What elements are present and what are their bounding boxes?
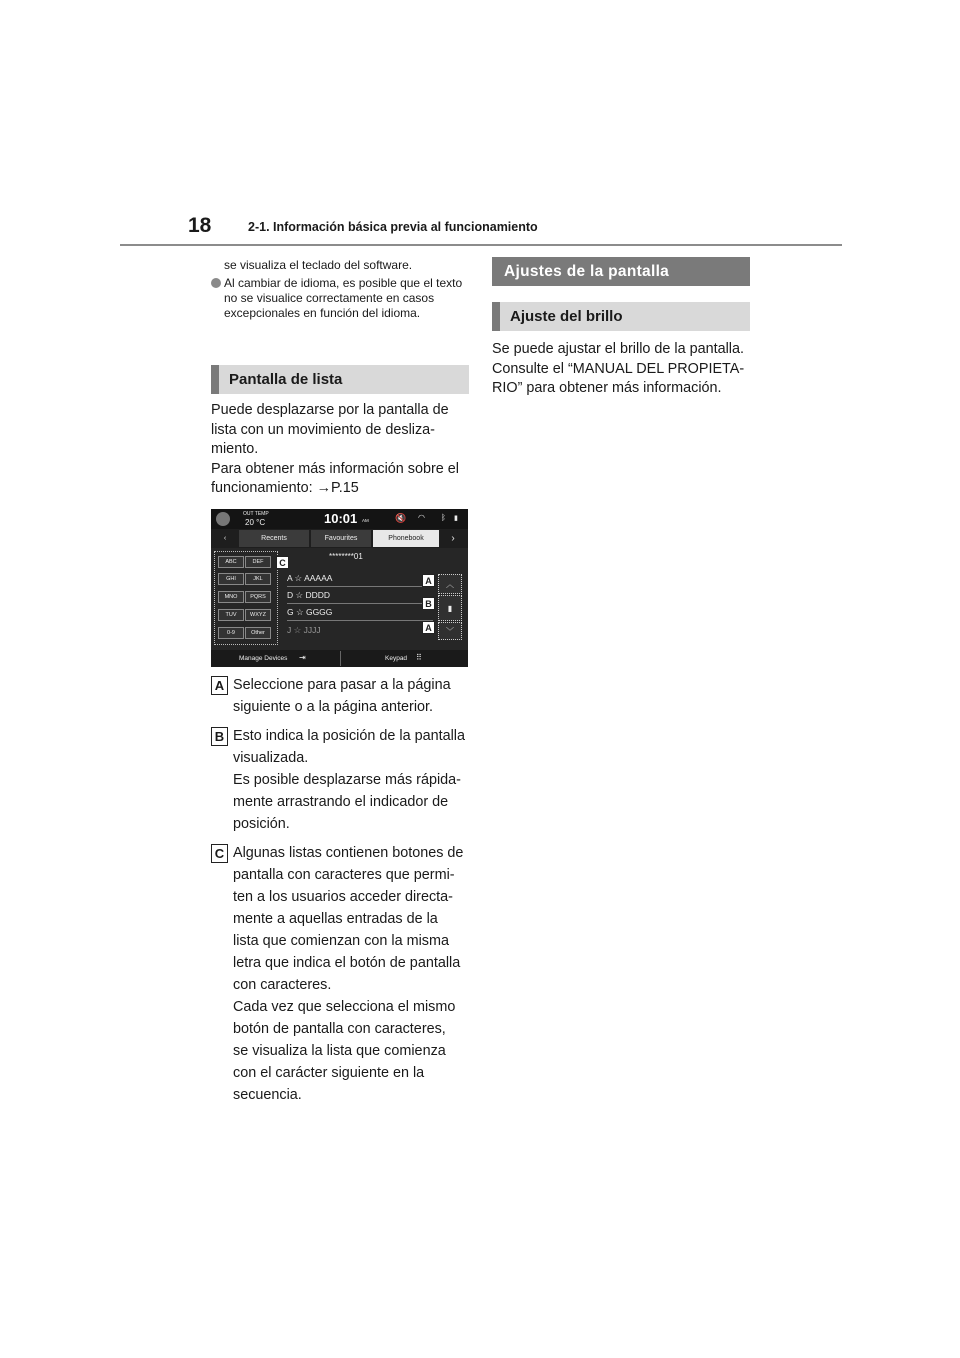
section-heading-label: Pantalla de lista	[229, 371, 343, 388]
section-heading-pantalla-de-lista	[211, 365, 469, 394]
back-button[interactable]: ‹	[223, 535, 227, 542]
intro-line: Para obtener más información sobre el	[211, 460, 459, 477]
page-up-button[interactable]: ︿	[438, 574, 462, 594]
keypad-button[interactable]: Keypad	[385, 655, 408, 662]
item-line: mente arrastrando el indicador de	[233, 794, 449, 810]
item-line: Es posible desplazarse más rápida-	[233, 772, 461, 788]
item-line: botón de pantalla con caracteres,	[233, 1021, 446, 1037]
tab-favourites[interactable]: Favourites	[311, 530, 371, 547]
item-line: Seleccione para pasar a la página	[233, 677, 451, 693]
item-line: mente a aquellas entradas de la	[233, 911, 438, 927]
list-entry[interactable]: A ☆ AAAAA	[287, 573, 333, 583]
item-line: letra que indica el botón de pantalla	[233, 955, 461, 971]
page-down-button[interactable]: ﹀	[438, 622, 462, 640]
list-divider	[287, 620, 433, 621]
callout-a-top: A	[422, 574, 435, 587]
body-line: Consulte el “MANUAL DEL PROPIETA-	[492, 360, 745, 377]
label-a: A	[211, 676, 228, 695]
list-entry[interactable]: J ☆ JJJJ	[287, 625, 321, 635]
callout-c: C	[276, 556, 289, 569]
label-c: C	[211, 844, 228, 863]
item-line: ten a los usuarios acceder directa-	[233, 889, 453, 905]
subsection-heading-ajuste-del-brillo	[492, 302, 750, 331]
item-line: lista que comienzan con la misma	[233, 933, 449, 949]
mute-icon: 🔇	[395, 513, 407, 523]
bottom-divider	[340, 651, 341, 666]
scroll-position-indicator[interactable]: ▮	[438, 595, 462, 621]
body-line: RIO” para obtener más información.	[492, 380, 722, 396]
key-tuv[interactable]: TUV	[218, 609, 244, 621]
keypad-icon: ⠿	[416, 653, 422, 662]
intro-line: lista con un movimiento de desliza-	[211, 421, 435, 438]
signal-icon: ▮	[454, 515, 458, 522]
out-temp-label: OUT TEMP	[243, 511, 269, 517]
wifi-icon: ◠	[418, 513, 425, 522]
list-entry[interactable]: D ☆ DDDD	[287, 590, 331, 600]
bullet-icon	[211, 278, 221, 288]
bullet-text: Al cambiar de idioma, es posible que el texto no se visualice correctamente en casos excepcionales en función del idioma.	[224, 276, 463, 320]
item-line: siguiente o a la página anterior.	[233, 699, 434, 715]
manage-devices-button[interactable]: Manage Devices	[239, 655, 288, 662]
section-heading-ajustes-de-la-pantalla	[492, 257, 750, 286]
intro-line: miento.	[211, 441, 259, 457]
phone-number: ********01	[329, 552, 363, 561]
item-line: posición.	[233, 816, 290, 832]
key-other[interactable]: Other	[245, 627, 271, 639]
key-pqrs[interactable]: PQRS	[245, 591, 271, 603]
item-line: con el carácter siguiente en la	[233, 1065, 425, 1081]
key-mno[interactable]: MNO	[218, 591, 244, 603]
header-rule	[120, 244, 842, 246]
callout-a-bottom: A	[422, 621, 435, 634]
key-abc[interactable]: ABC	[218, 556, 244, 568]
home-icon	[216, 512, 230, 526]
list-entry[interactable]: G ☆ GGGG	[287, 607, 333, 617]
item-b-text	[233, 725, 473, 835]
key-0-9[interactable]: 0-9	[218, 627, 244, 639]
bluetooth-icon: ᛒ	[441, 513, 446, 522]
intro-line: funcionamiento: →P.15	[211, 480, 359, 496]
item-line: pantalla con caracteres que permi-	[233, 867, 455, 883]
brightness-paragraph	[492, 340, 762, 399]
phonebook-screen-image	[211, 509, 468, 667]
key-ghi[interactable]: GHI	[218, 573, 244, 585]
manage-devices-icon: ⇥	[299, 653, 306, 662]
item-c-text	[233, 842, 473, 1106]
chapter-title: 2-1. Información básica previa al funcionamiento	[248, 220, 538, 234]
item-line: visualizada.	[233, 750, 309, 766]
item-line: con caracteres.	[233, 977, 332, 993]
sub-heading-label: Ajuste del brillo	[510, 308, 623, 325]
body-line: Se puede ajustar el brillo de la pantalla.	[492, 341, 745, 357]
callout-b: B	[422, 597, 435, 610]
tab-phonebook[interactable]: Phonebook	[373, 530, 439, 547]
item-a-text	[233, 674, 473, 718]
item-line: Algunas listas contienen botones de	[233, 845, 464, 861]
clock-ampm: AM	[362, 518, 369, 523]
page-number: 18	[188, 214, 212, 237]
intro-paragraph	[211, 401, 471, 499]
tab-recents[interactable]: Recents	[239, 530, 309, 547]
out-temp-value: 20 °C	[245, 518, 266, 527]
list-divider	[287, 603, 433, 604]
list-divider	[287, 586, 433, 587]
label-b: B	[211, 727, 228, 746]
clock: 10:01	[324, 511, 358, 526]
item-line: se visualiza la lista que comienza	[233, 1043, 446, 1059]
main-heading-label: Ajustes de la pantalla	[504, 262, 670, 280]
item-line: secuencia.	[233, 1087, 302, 1103]
item-line: Esto indica la posición de la pantalla	[233, 728, 465, 744]
item-line: Cada vez que selecciona el mismo	[233, 999, 456, 1015]
key-wxyz[interactable]: WXYZ	[245, 609, 271, 621]
intro-line: Puede desplazarse por la pantalla de	[211, 402, 449, 418]
continued-text: se visualiza el teclado del software.	[224, 258, 413, 272]
key-def[interactable]: DEF	[245, 556, 271, 568]
forward-button[interactable]: ›	[451, 533, 455, 544]
key-jkl[interactable]: JKL	[245, 573, 271, 585]
